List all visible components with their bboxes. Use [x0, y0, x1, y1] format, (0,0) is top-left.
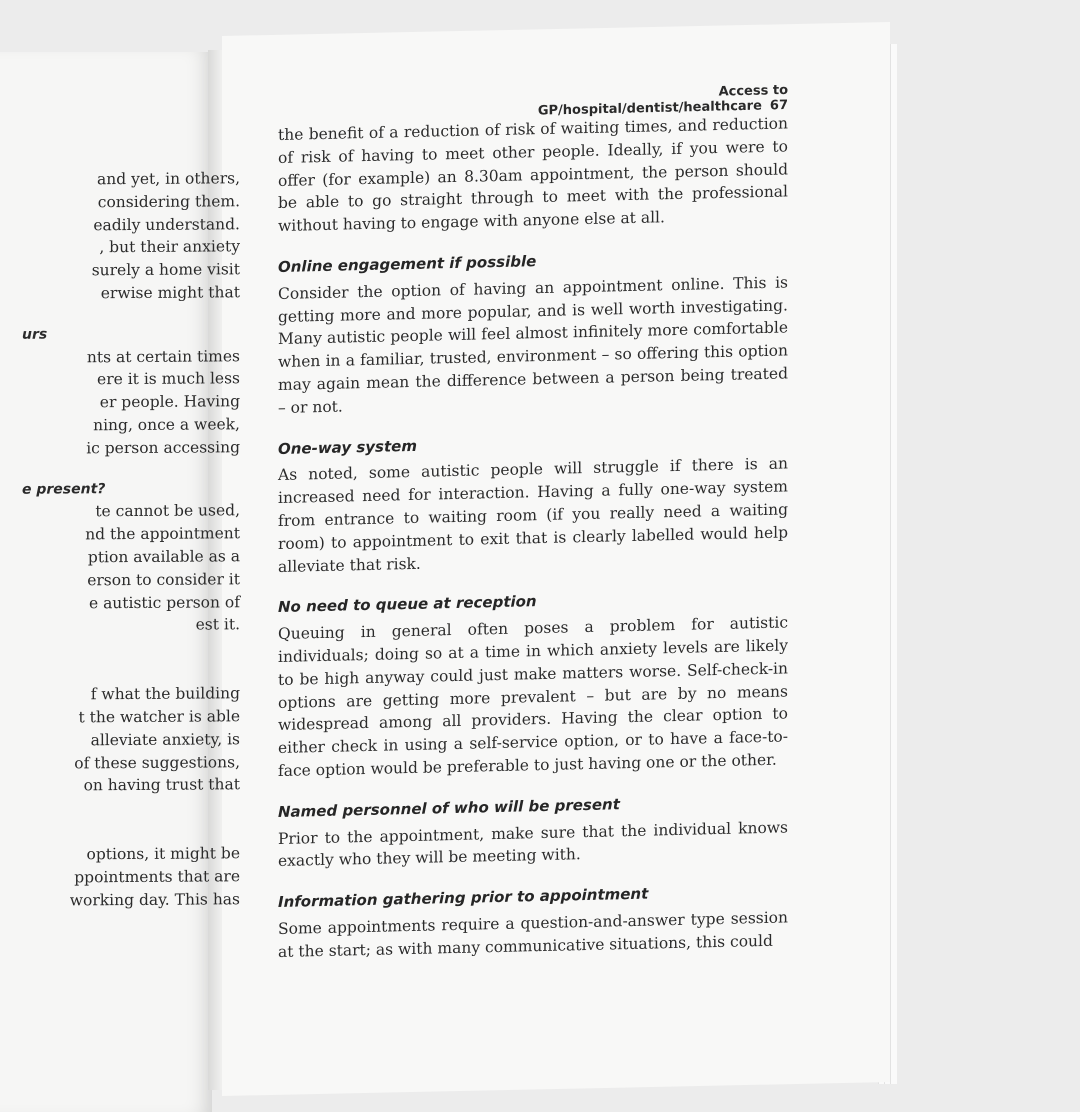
left-line: surely a home visit	[91, 260, 240, 280]
section-body: Prior to the appointment, make sure that the individual knows exactly who they will be meeting with.	[278, 817, 788, 871]
left-line: est it.	[195, 615, 240, 634]
left-line: options, it might be	[86, 844, 240, 864]
left-line: considering them.	[97, 192, 240, 212]
left-line: of these suggestions,	[74, 752, 240, 772]
left-line: and yet, in others,	[97, 169, 240, 189]
left-line: ic person accessing	[86, 438, 240, 458]
left-page-text	[22, 167, 240, 912]
section-body: Consider the option of having an appointment online. This is getting more and more popular, and is well worth investigating. Many autistic people will feel almost infinitely more comfortable when in a familiar, trusted, environment – so offering this option may again mean the difference between a person being treated – or not.	[278, 273, 788, 417]
right-page-text	[278, 112, 788, 963]
left-line: ere it is much less	[97, 369, 240, 389]
section-heading: Named personnel of who will be present	[278, 794, 620, 821]
left-line: erwise might that	[100, 283, 240, 303]
left-line: te cannot be used,	[95, 501, 240, 521]
left-line: alleviate anxiety, is	[90, 729, 240, 750]
left-line: nd the appointment	[85, 524, 240, 544]
intro-paragraph: the benefit of a reduction of risk of waiting times, and reduction of risk of having to meet other people. Ideally, if you were to offer (for example) an 8.30am appointment, the person should be able to go straight through to meet with the professional without having to engage with anyone else at all.	[278, 114, 788, 236]
running-title: Access to GP/hospital/dentist/healthcare	[537, 82, 788, 119]
section-body: Some appointments require a question-and-answer type session at the start; as with many communicative situations, this could	[278, 908, 788, 961]
section-body: As noted, some autistic people will struggle if there is an increased need for interaction. Having a fully one-way system from entrance to waiting room (if you really need a waiting room) to appointment to exit that is clearly labelled would help alleviate that risk.	[278, 454, 788, 576]
left-line: eadily understand.	[93, 214, 240, 234]
left-line: nts at certain times	[86, 346, 240, 366]
section-heading: No need to queue at reception	[278, 592, 537, 617]
left-heading: e present?	[22, 480, 106, 498]
left-line: ption available as a	[87, 547, 240, 567]
left-line: on having trust that	[83, 775, 240, 795]
left-line: erson to consider it	[87, 569, 240, 590]
left-line: ppointments that are	[74, 867, 240, 887]
section-heading: Information gathering prior to appointment	[278, 884, 649, 912]
section-body: Queuing in general often poses a problem for autistic individuals; doing so at a time in which anxiety levels are likely to be high anyway could just make matters worse. Self-check-in options are getting more prevalent – but are by no means widespread among all providers. Having the clear option to either check in using a self-service option, or to have a face-to-face option would be preferable to just having one or the other.	[278, 613, 788, 780]
left-line: ning, once a week,	[93, 415, 240, 435]
page-edge	[890, 44, 897, 1084]
section-heading: Online engagement if possible	[278, 252, 537, 276]
left-line: , but their anxiety	[99, 237, 240, 257]
left-line: f what the building	[90, 684, 240, 704]
left-heading: urs	[22, 326, 48, 343]
left-line: er people. Having	[99, 392, 240, 412]
left-line: e autistic person of	[88, 592, 240, 612]
page-number: 67	[769, 97, 788, 114]
section-heading: One-way system	[278, 436, 417, 458]
left-line: working day. This has	[69, 889, 240, 910]
left-line: t the watcher is able	[78, 707, 240, 727]
